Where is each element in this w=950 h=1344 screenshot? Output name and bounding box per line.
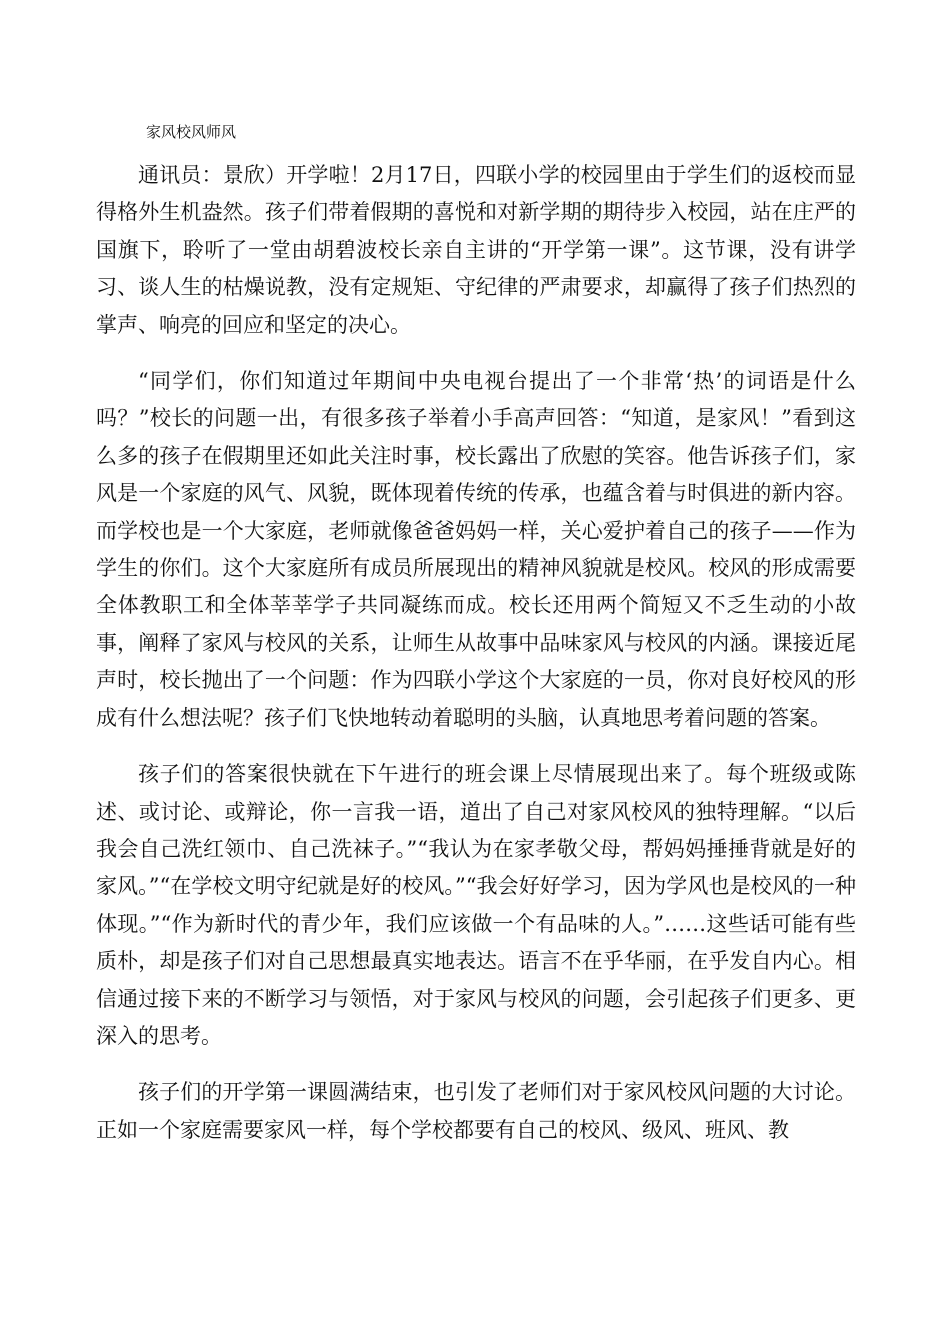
- paragraph-1: 通讯员：景欣）开学啦！2月17日，四联小学的校园里由于学生们的返校而显得格外生机盎然。孩子们带着假期的喜悦和对新学期的期待步入校园，站在庄严的国旗下，聆听了一堂由胡碧波校长亲自主讲的“开学第一课”。这节课，没有讲学习、谈人生的枯燥说教，没有定规矩、守纪律的严肃要求，却赢得了孩子们热烈的掌声、响亮的回应和坚定的决心。: [96, 163, 856, 337]
- article-body: [96, 157, 856, 1168]
- paragraph-2: “同学们，你们知道过年期间中央电视台提出了一个非常‘热’的词语是什么吗？”校长的问题一出，有很多孩子举着小手高声回答：“知道，是家风！”看到这么多的孩子在假期里还如此关注时事，校长露出了欣慰的笑容。他告诉孩子们，家风是一个家庭的风气、风貌，既体现着传统的传承，也蕴含着与时俱进的新内容。而学校也是一个大家庭，老师就像爸爸妈妈一样，关心爱护着自己的孩子——作为学生的你们。这个大家庭所有成员所展现出的精神风貌就是校风。校风的形成需要全体教职工和全体莘莘学子共同凝练而成。校长还用两个简短又不乏生动的小故事，阐释了家风与校风的关系，让师生从故事中品味家风与校风的内涵。课接近尾声时，校长抛出了一个问题：作为四联小学这个大家庭的一员，你对良好校风的形成有什么想法呢？孩子们飞快地转动着聪明的头脑，认真地思考着问题的答案。: [96, 369, 856, 730]
- paragraph-3: 孩子们的答案很快就在下午进行的班会课上尽情展现出来了。每个班级或陈述、或讨论、或辩论，你一言我一语，道出了自己对家风校风的独特理解。“以后我会自己洗红领巾、自己洗袜子。”“我认为在家孝敬父母，帮妈妈捶捶背就是好的家风。”“在学校文明守纪就是好的校风。”“我会好好学习，因为学风也是校风的一种体现。”“作为新时代的青少年，我们应该做一个有品味的人。”……这些话可能有些质朴，却是孩子们对自己思想最真实地表达。语言不在乎华丽，在乎发自内心。相信通过接下来的不断学习与领悟，对于家风与校风的问题，会引起孩子们更多、更深入的思考。: [96, 762, 856, 1048]
- document-title: 家风校风师风: [146, 123, 237, 141]
- paragraph-4: 孩子们的开学第一课圆满结束，也引发了老师们对于家风校风问题的大讨论。正如一个家庭需要家风一样，每个学校都要有自己的校风、级风、班风、教: [96, 1080, 856, 1142]
